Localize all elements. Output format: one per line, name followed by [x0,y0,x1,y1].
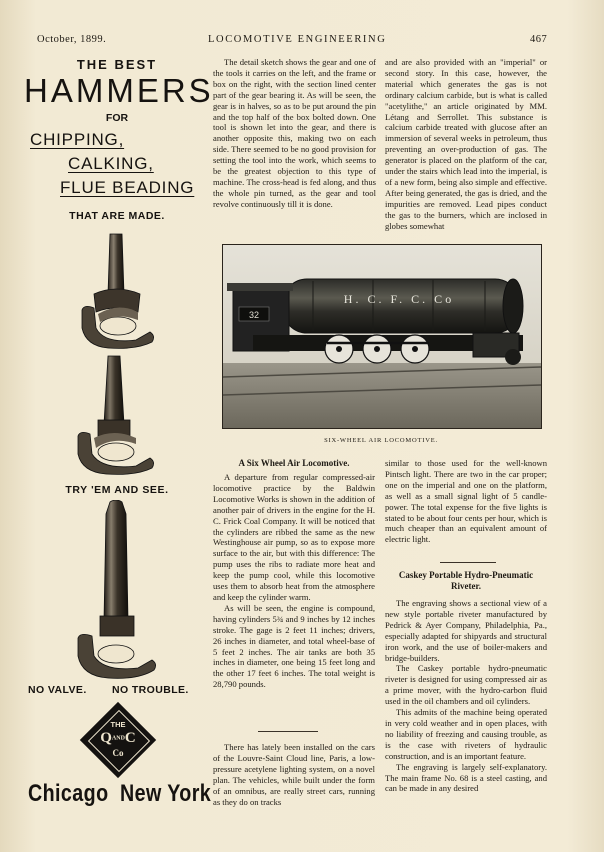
hammer-illustration-1 [74,232,164,352]
article-acetylene-lighting [213,742,375,807]
issue-date: October, 1899. [37,34,107,45]
cab-number: 32 [248,310,260,320]
tank-lettering: H. C. F. C. Co [343,292,455,306]
gear-detail-text [213,57,376,210]
paragraph: similar to those used for the well-known Pintsch light. There are two in the car proper; one on the imperial and one on the platform, as well as a small signal light of 5 candle-power. The total expense for the five lights is stated to be about four cents per hour, which is much cheaper than an equivalent amount of electric light. [385,458,547,545]
hammer-advertisement [24,52,214,842]
ad-no-valve: NO VALVE. [28,684,87,696]
ad-chipping: CHIPPING, [30,130,125,149]
hammer-illustration-2 [68,354,164,478]
ad-try-em: TRY 'EM AND SEE. [65,484,169,496]
paragraph: The Caskey portable hydro-pneumatic riveter is designed for using compressed air as a prime mover, with the hydro-carbon fluid used in the oil chambers and oil cylinders. [385,663,547,707]
article-heading: Caskey Portable Hydro-Pneumatic Riveter. [398,570,534,591]
paragraph: A departure from regular compressed-air locomotive practice by the Baldwin Locomotive Works is shown in the addition of another pair of drivers in the engine for the H. C. Frick Coal Company. It will be noticed that the cylinders are ribbed the same as the new Westinghouse air pump, so as to expose more surface to the air, but with this difference: The pump uses the ribs to radiate more heat and keep the pump cool, while this locomotive uses them to absorb heat from the atmosphere and keep the cylinder warm. [213,472,375,602]
journal-title: LOCOMOTIVE ENGINEERING [208,34,387,45]
ad-hammers: HAMMERS [24,72,214,109]
paragraph: The engraving shows a sectional view of a new style portable riveter manufactured by Pedrick & Ayer Company, Philadelphia, Pa., especially adapted for shipyards and structural iron work, and the use of boiler-makers and bridge-builders. [385,598,547,663]
page-number: 467 [530,34,548,45]
qc-company-logo [80,702,156,778]
hammer-illustration-3 [72,500,164,682]
ad-the-best: THE BEST [76,57,158,72]
article-caskey-riveter [385,570,547,794]
article-six-wheel-air-locomotive [213,458,375,690]
section-divider [440,562,496,563]
acetylene-continued-text [385,57,547,232]
acetylene-lighting-continued [385,458,547,545]
ad-that-are-made: THAT ARE MADE. [69,210,165,222]
article-heading: A Six Wheel Air Locomotive. [238,458,350,468]
ad-calking: CALKING, [68,154,154,173]
ad-flue-beading: FLUE BEADING [60,178,195,197]
paragraph: There has lately been installed on the cars of the Louvre-Saint Cloud line, Paris, a low-pressure acetylene lighting system, on a novel plan. The vehicles, while built under the form of an omnibus, are really street cars, running as they do on tracks [213,742,375,807]
paragraph: As will be seen, the engine is compound, having cylinders 5¾ and 9 inches by 12 inches stroke. The gage is 2 feet 11 inches; drivers, 26 inches in diameter, and total wheel-base of 5 feet 2 inches. The air tanks are both 35 inches in diameter, one being 15 feet long and the other 17 feet 6 inches. The total weight is 28,790 pounds. [213,602,375,690]
paragraph: The detail sketch shows the gear and one of the tools it carries on the left, and the frame or box on the right, with the section lined center part of the gear bearing it. As will be seen, the gear is in halves, so as to be put around the pin and the top half of the box bolted down. One tool is shown let into the gear, and there is another opposite this, making two on each side. There seemed to be no good provision for setting the tool into the work, which seems to be the greatest objection to this type of machine. The cross-head is fed along, and thus the whole pin turned, as the gear and tool revolve continuously till it is done. [213,57,376,209]
ad-city-new-york: New York [120,780,212,807]
paragraph: The engraving is largely self-explanatory. The main frame No. 68 is a steel casting, and can be made in any desired [385,761,547,794]
air-locomotive-photo [222,244,542,429]
ad-city-chicago: Chicago [28,780,109,807]
logo-q: Q [100,730,112,746]
photo-caption: SIX-WHEEL AIR LOCOMOTIVE. [324,437,438,444]
logo-the: THE [110,720,126,729]
ad-for: FOR [105,112,129,124]
logo-c: C [124,730,136,746]
logo-co: Co [112,748,124,758]
logo-and: AND [111,735,125,742]
section-divider [258,731,318,732]
paragraph: and are also provided with an "imperial" or second story. In this case, however, the material which generates the gas is not ordinary calcium carbide, but is what is called "acetylithe," an article originated by MM. Létang and Serrollet. This substance is calcium carbide treated with glucose after an immersion of several weeks in petroleum, thus preventing an over-production of gas. The generator is placed on the platform of the car, under the stairs which lead into the imperial, is of a new form, being also simple and effective. After being generated, the gas is dried, and the impurities are removed. Lead pipes conduct the gas to the burners, which are inclosed in globes somewhat [385,57,547,231]
ad-no-trouble: NO TROUBLE. [112,684,189,696]
paragraph: This admits of the machine being operated in very cold weather and in open places, with no liability of freezing and causing trouble, as is the case with riveters of hydraulic construction, and is an important feature. [385,707,547,761]
